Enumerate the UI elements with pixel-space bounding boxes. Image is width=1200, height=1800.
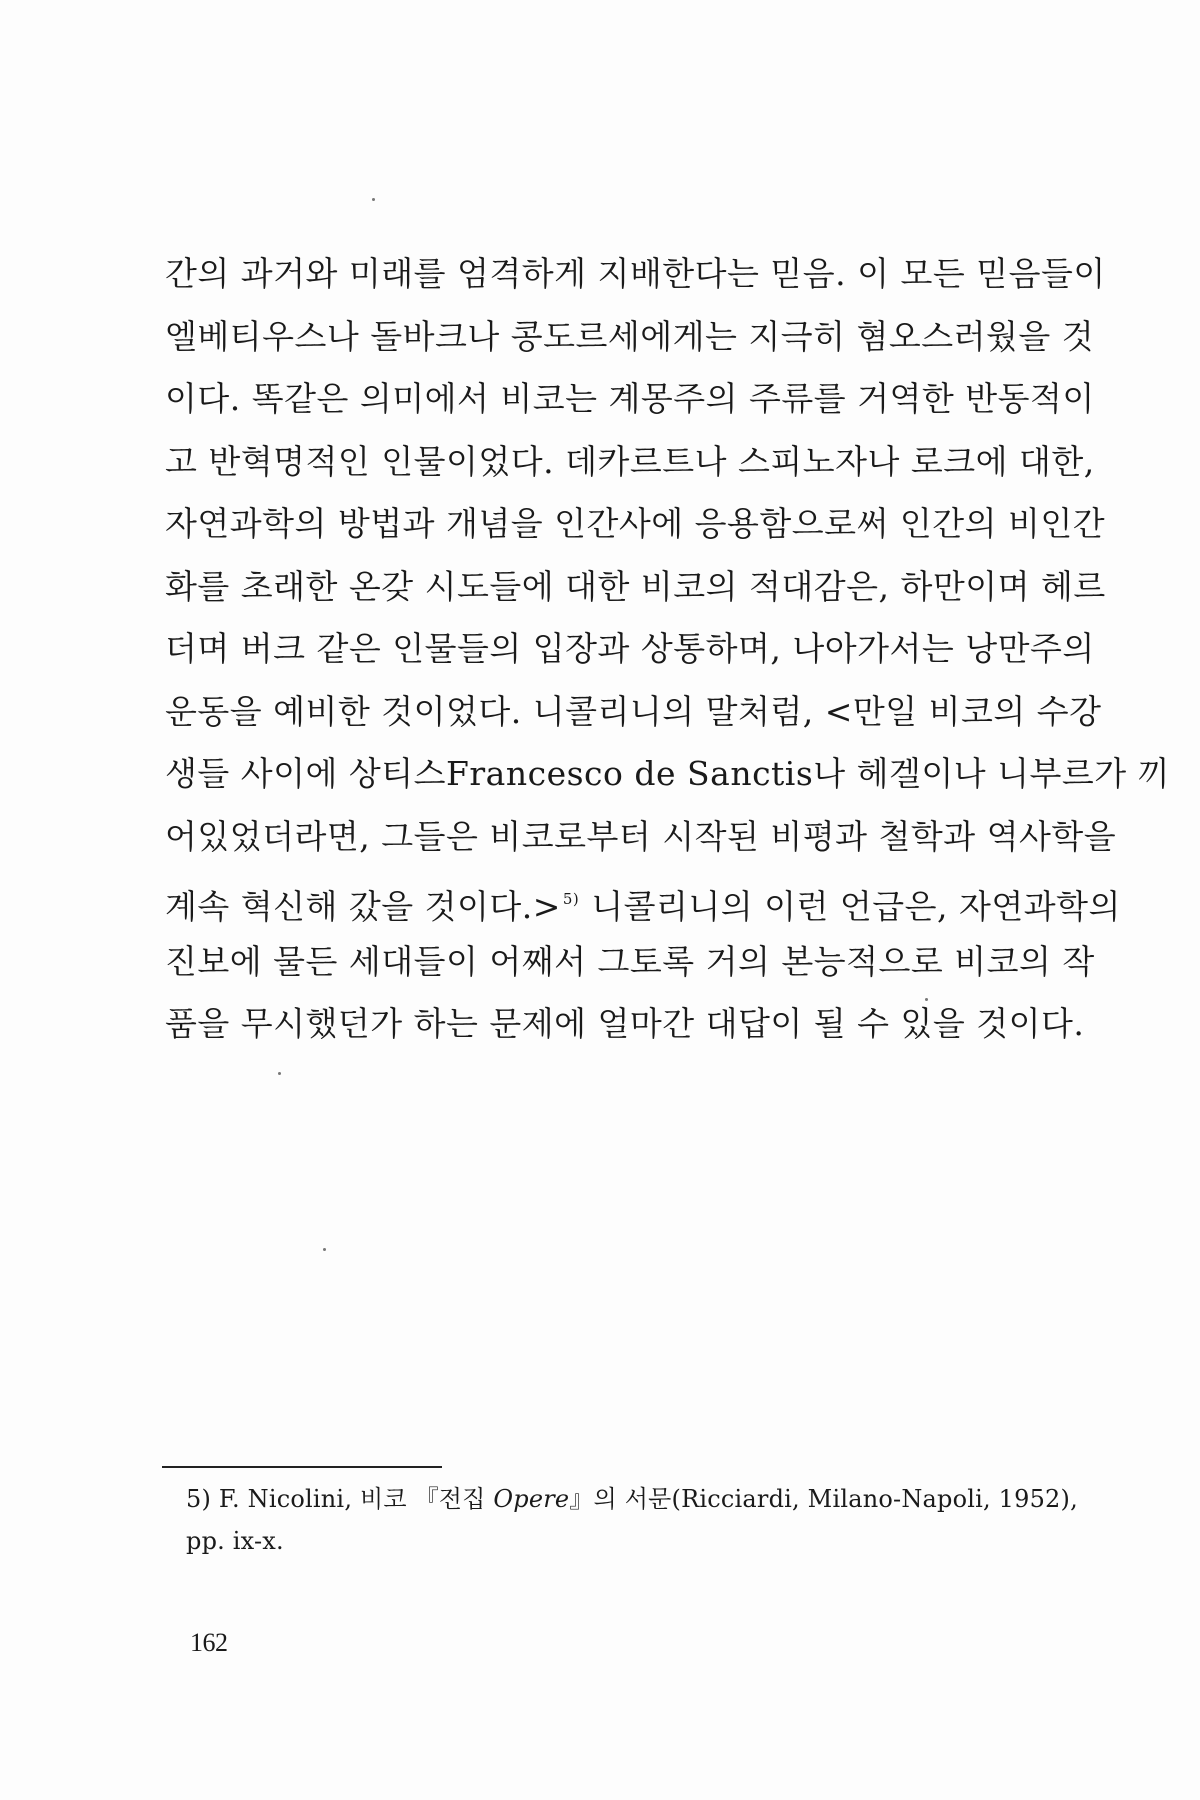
scan-speck bbox=[323, 1248, 326, 1251]
footnotes bbox=[186, 1478, 1078, 1562]
footnote-divider bbox=[162, 1466, 442, 1468]
body-line: 진보에 물든 세대들이 어째서 그토록 거의 본능적으로 비코의 작 bbox=[165, 941, 1095, 981]
footnote-author: F. Nicolini, bbox=[218, 1485, 353, 1513]
body-line-continuation: 니콜리니의 이런 언급은, 자연과학의 bbox=[591, 887, 1121, 926]
body-line: 생들 사이에 상티스Francesco de Sanctis나 헤겔이나 니부르가 끼 bbox=[165, 754, 1171, 793]
body-line: 고 반혁명적인 인물이었다. 데카르트나 스피노자나 로크에 대한, bbox=[165, 441, 1095, 481]
quote-end-text: 계속 혁신해 갔을 것이다.> bbox=[165, 887, 561, 926]
footnote-source: 』의 서문(Ricciardi, Milano-Napoli, 1952), bbox=[569, 1485, 1078, 1513]
footnote-text: 비코 『전집 bbox=[360, 1485, 486, 1513]
body-line: 자연과학의 방법과 개념을 인간사에 응용함으로써 인간의 비인간 bbox=[165, 504, 1106, 543]
footnote-title: Opere bbox=[493, 1485, 570, 1513]
body-line: 엘베티우스나 돌바크나 콩도르세에게는 지극히 혐오스러웠을 것 bbox=[165, 316, 1095, 356]
scan-speck bbox=[278, 1072, 281, 1075]
body-line: 화를 초래한 온갖 시도들에 대한 비코의 적대감은, 하만이며 헤르 bbox=[165, 566, 1106, 606]
body-line: 운동을 예비한 것이었다. 니콜리니의 말처럼, <만일 비코의 수강 bbox=[165, 691, 1102, 731]
body-line: 간의 과거와 미래를 엄격하게 지배한다는 믿음. 이 모든 믿음들이 bbox=[165, 254, 1106, 293]
scan-speck bbox=[925, 998, 928, 1001]
footnote-reference[interactable]: 5) bbox=[562, 890, 580, 908]
footnote-5 bbox=[186, 1478, 1078, 1520]
body-line: 어있었더라면, 그들은 비코로부터 시작된 비평과 철학과 역사학을 bbox=[165, 816, 1117, 856]
page-number: 162 bbox=[190, 1628, 228, 1657]
body-text bbox=[165, 243, 1171, 1056]
footnote-5-pages: pp. ix-x. bbox=[186, 1527, 284, 1555]
body-line: 이다. 똑같은 의미에서 비코는 계몽주의 주류를 거역한 반동적이 bbox=[165, 379, 1095, 418]
body-line: 품을 무시했던가 하는 문제에 얼마간 대답이 될 수 있을 것이다. bbox=[165, 1004, 1085, 1043]
body-line-with-footnote-ref bbox=[165, 868, 1121, 931]
footnote-number: 5) bbox=[186, 1485, 212, 1513]
scan-speck bbox=[372, 198, 375, 201]
body-line: 더며 버크 같은 인물들의 입장과 상통하며, 나아가서는 낭만주의 bbox=[165, 629, 1095, 668]
